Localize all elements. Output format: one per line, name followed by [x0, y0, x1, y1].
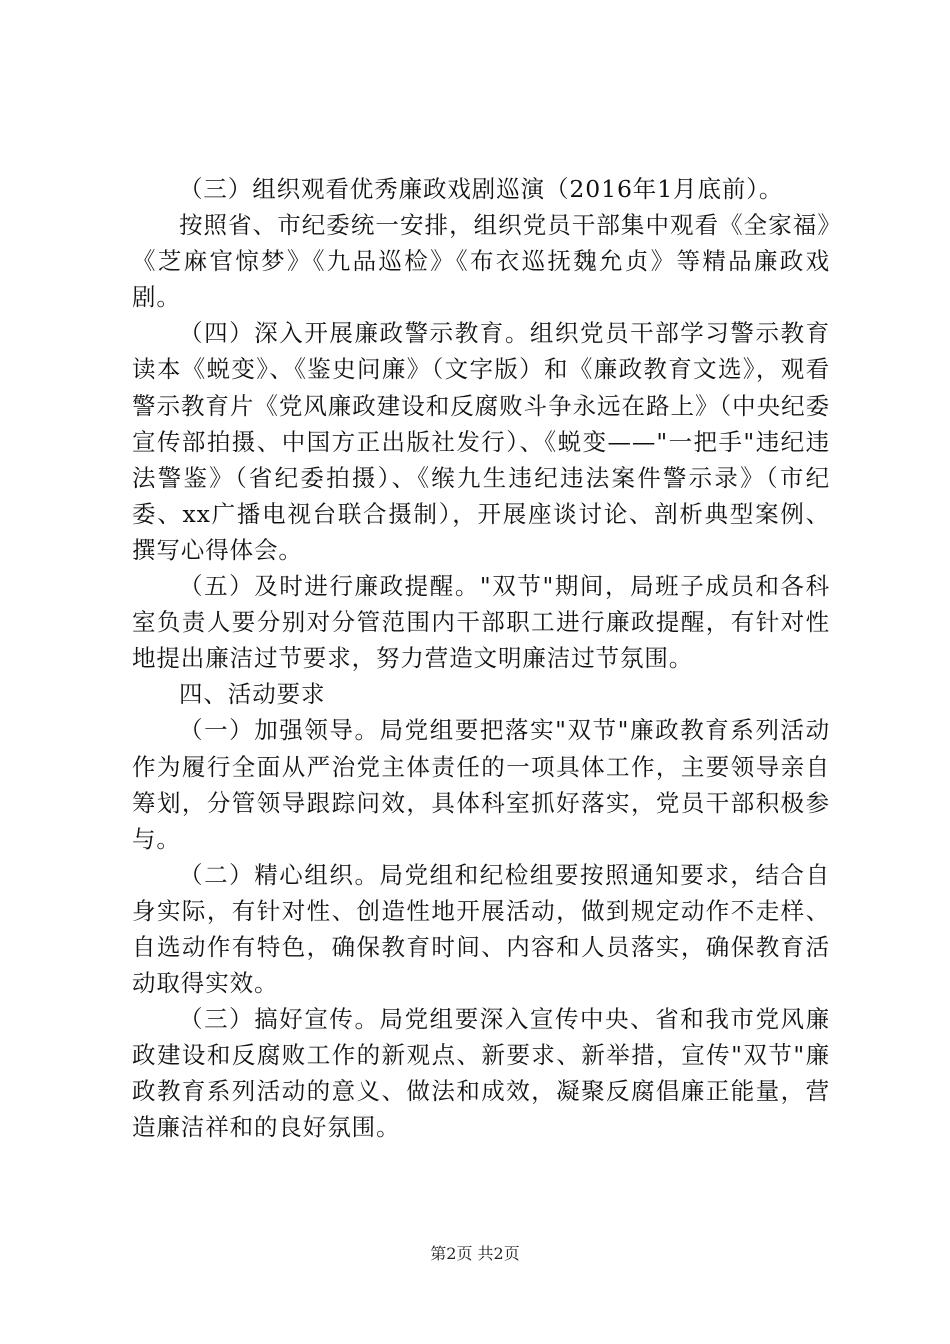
page-number-footer: 第2页 共2页	[430, 1244, 520, 1263]
paragraph-section-4-warning-education: （四）深入开展廉政警示教育。组织党员干部学习警示教育读本《蜕变》、《鉴史问廉》（文字版）和《廉政教育文选》，观看警示教育片《党风廉政建设和反腐败斗争永远在路上》（中央纪委宣传部拍摄、中国方正出版社发行）、《蜕变——"一把手"违纪违法警鉴》（省纪委拍摄）、《缑九生违纪违法案件警示录》（市纪委、xx广播电视台联合摄制），开展座谈讨论、剖析典型案例、撰写心得体会。	[132, 319, 830, 564]
paragraph-requirement-2-organization: （二）精心组织。局党组和纪检组要按照通知要求，结合自身实际，有针对性、创造性地开展活动，做到规定动作不走样、自选动作有特色，确保教育时间、内容和人员落实，确保教育活动取得实效。	[132, 860, 830, 998]
paragraph-section-3-drama: （三）组织观看优秀廉政戏剧巡演（2016年1月底前）。	[179, 175, 784, 203]
paragraph-drama-details: 按照省、市纪委统一安排，组织党员干部集中观看《全家福》《芝麻官惊梦》《九品巡检》《布衣巡抚魏允贞》等精品廉政戏剧。	[132, 211, 830, 312]
paragraph-section-5-reminder: （五）及时进行廉政提醒。"双节"期间，局班子成员和各科室负责人要分别对分管范围内干部职工进行廉政提醒，有针对性地提出廉洁过节要求，努力营造文明廉洁过节氛围。	[132, 572, 830, 673]
heading-activity-requirements: 四、活动要求	[179, 680, 326, 709]
document-body	[132, 171, 830, 1146]
paragraph-requirement-3-publicity: （三）搞好宣传。局党组要深入宣传中央、省和我市党风廉政建设和反腐败工作的新观点、新要求、新举措，宣传"双节"廉政教育系列活动的意义、做法和成效，凝聚反腐倡廉正能量，营造廉洁祥和的良好氛围。	[132, 1005, 830, 1142]
paragraph-requirement-1-leadership: （一）加强领导。局党组要把落实"双节"廉政教育系列活动作为履行全面从严治党主体责任的一项具体工作，主要领导亲自筹划，分管领导跟踪问效，具体科室抓好落实，党员干部积极参与。	[132, 716, 830, 853]
